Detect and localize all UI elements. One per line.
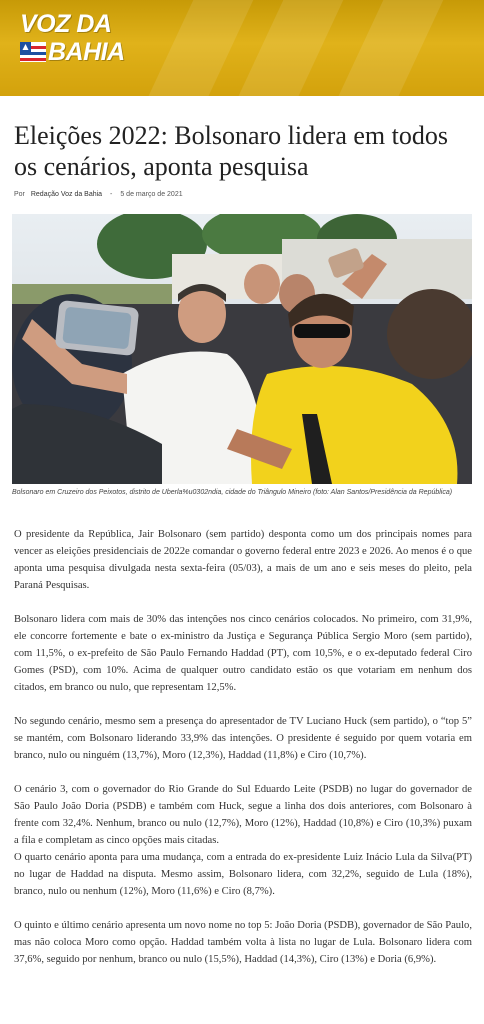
publish-date: 5 de março de 2021: [120, 191, 183, 198]
bahia-flag-icon: [20, 42, 46, 62]
article-paragraph: O cenário 3, com o governador do Rio Grande do Sul Eduardo Leite (PSDB) no lugar do governador de São Paulo João Doria (PSDB) e também com Huck, segue a linha dos dois anteriores, com Bolsonaro à frente com 32,4%. Nenhum, branco ou nulo (12,7%), Moro (12%), Haddad (10,8%) e Ciro (10,3%) puxam a fila e completam as cinco opções mais citadas.: [14, 784, 472, 846]
byline-separator: -: [110, 191, 113, 198]
article-body: [14, 526, 472, 968]
article-paragraph: O quarto cenário aponta para uma mudança, com a entrada do ex-presidente Luiz Inácio Lula da Silva(PT) no lugar de Haddad na disputa. Mesmo assim, Bolsonaro lidera, com 32,2%, seguido de Lula (18%), branco, nulo ou nenhum (12%), Moro (11,6%) e Ciro (8,7%).: [14, 852, 472, 897]
article-paragraph: O quinto e último cenário apresenta um novo nome no top 5: João Doria (PSDB), governador de São Paulo, mas não coloca Moro como opção. Haddad também volta à lista no lugar de Lula. Bolsonaro lidera com 37,6%, seguido por nenhum, branco ou nulo (15,5%), Haddad (14,3%), Ciro (13%) e Doria (6,9%).: [14, 920, 472, 965]
article-photo: [12, 214, 472, 484]
article-paragraph: O presidente da República, Jair Bolsonaro (sem partido) desponta como um dos principais nomes para vencer as eleições presidenciais de 2022e comandar o governo federal entre 2023 e 2026. Ao menos é o que aponta uma pesquisa divulgada nesta sexta-feira (05/03), a mais de um ano e seis meses do pleito, pela Paraná Pesquisas.: [14, 529, 472, 591]
author-link[interactable]: Redação Voz da Bahia: [30, 191, 103, 198]
logo-text-bottom: BAHIA: [48, 38, 125, 66]
logo-text-top: VOZ DA: [20, 10, 112, 38]
site-header: [0, 0, 484, 96]
header-decoration: [327, 0, 452, 96]
article-title: Eleições 2022: Bolsonaro lidera em todos os cenários, aponta pesquisa: [14, 121, 448, 181]
article-byline: [14, 191, 183, 198]
article-paragraph: Bolsonaro lidera com mais de 30% das intenções nos cinco cenários colocados. No primeiro, com 31,9%, ele concorre fortemente e bate o ex-ministro da Justiça e Segurança Pública Sergio Moro (sem partido), com 11,5%, o ex-prefeito de São Paulo Fernando Haddad (PT), com 10,5%, e o ex-deputado federal Ciro Gomes (PSD), com 10%. Acima de qualquer outro candidato estão os que votariam em nenhum dos citados, em branco ou nulo, que representam 12,5%.: [14, 614, 472, 693]
article-paragraph: No segundo cenário, mesmo sem a presença do apresentador de TV Luciano Huck (sem partido), o “top 5” se mantém, com Bolsonaro liderando 33,9% das intenções. O presidente é seguido por quem votaria em branco, nulo ou ninguém (13,7%), Moro (12,3%), Haddad (11,8%) e Ciro (10,7%).: [14, 716, 472, 761]
site-logo[interactable]: [18, 10, 168, 72]
byline-prefix: Por: [14, 191, 25, 198]
photo-caption: Bolsonaro em Cruzeiro dos Peixotos, distrito de Uberla%u0302ndia, cidade do Triângulo Mineiro (foto: Alan Santos/Presidência da República): [12, 489, 453, 496]
